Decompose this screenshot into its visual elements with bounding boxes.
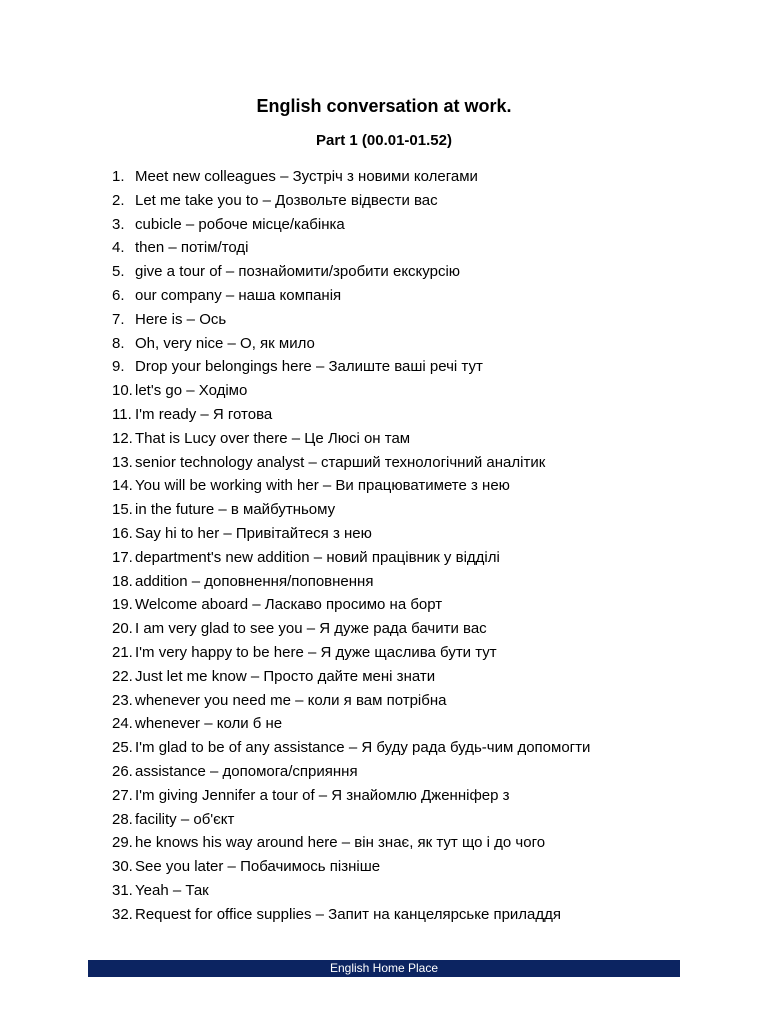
list-item	[112, 522, 712, 546]
list-item-number: 3.	[112, 215, 125, 233]
vocab-list	[112, 165, 712, 927]
list-item	[112, 736, 712, 760]
list-item-text: whenever you need me – коли я вам потрібна	[135, 691, 447, 709]
list-item-number: 28.	[112, 810, 133, 828]
list-item	[112, 474, 712, 498]
list-item-number: 30.	[112, 858, 133, 876]
list-item-text: Welcome aboard – Ласкаво просимо на борт	[135, 596, 443, 614]
list-item-number: 9.	[112, 358, 125, 376]
list-item	[112, 903, 712, 927]
list-item-number: 31.	[112, 881, 133, 899]
list-item	[112, 760, 712, 784]
list-item-text: Let me take you to – Дозвольте відвести вас	[135, 191, 438, 209]
list-item-text: senior technology analyst – старший технологічний аналітик	[135, 453, 546, 471]
list-item-number: 27.	[112, 786, 133, 804]
list-item-text: addition – доповнення/поповнення	[135, 572, 374, 590]
list-item	[112, 236, 712, 260]
list-item	[112, 427, 712, 451]
list-item-text: That is Lucy over there – Це Люсі он там	[135, 429, 411, 447]
list-item-number: 6.	[112, 286, 125, 304]
list-item-number: 8.	[112, 334, 125, 352]
list-item-number: 21.	[112, 643, 133, 661]
list-item	[112, 260, 712, 284]
list-item-text: I'm very happy to be here – Я дуже щаслива бути тут	[135, 643, 497, 661]
list-item-text: I'm ready – Я готова	[135, 405, 273, 423]
list-item-number: 19.	[112, 596, 133, 614]
list-item	[112, 546, 712, 570]
list-item	[112, 712, 712, 736]
list-item-number: 4.	[112, 239, 125, 257]
list-item	[112, 213, 712, 237]
list-item-number: 32.	[112, 905, 133, 923]
list-item-number: 12.	[112, 429, 133, 447]
list-item-text: let's go – Ходімо	[135, 382, 248, 400]
list-item-number: 18.	[112, 572, 133, 590]
list-item	[112, 498, 712, 522]
list-item-text: assistance – допомога/сприяння	[135, 762, 358, 780]
list-item-number: 10.	[112, 382, 133, 400]
list-item-number: 24.	[112, 715, 133, 733]
list-item-text: give a tour of – познайомити/зробити екскурсію	[135, 263, 461, 281]
list-item	[112, 641, 712, 665]
list-item-text: Yeah – Так	[135, 881, 209, 899]
list-item-text: Here is – Ось	[135, 310, 227, 328]
list-item-text: I'm giving Jennifer a tour of – Я знайомлю Дженніфер з	[135, 786, 510, 804]
list-item-text: in the future – в майбутньому	[135, 501, 336, 519]
list-item	[112, 808, 712, 832]
list-item-number: 14.	[112, 477, 133, 495]
list-item-text: Just let me know – Просто дайте мені знати	[135, 667, 436, 685]
list-item-text: then – потім/тоді	[135, 239, 249, 257]
list-item-text: You will be working with her – Ви працюватимете з нею	[135, 477, 510, 495]
list-item-text: he knows his way around here – він знає, як тут що і до чого	[135, 834, 546, 852]
list-item-text: facility – об'єкт	[135, 810, 235, 828]
list-item	[112, 189, 712, 213]
list-item-number: 22.	[112, 667, 133, 685]
list-item-number: 23.	[112, 691, 133, 709]
list-item-number: 7.	[112, 310, 125, 328]
list-item-number: 11.	[112, 405, 132, 423]
list-item	[112, 665, 712, 689]
list-item	[112, 355, 712, 379]
list-item	[112, 879, 712, 903]
list-item-number: 15.	[112, 501, 133, 519]
list-item-number: 17.	[112, 548, 133, 566]
list-item	[112, 379, 712, 403]
list-item-number: 26.	[112, 762, 133, 780]
list-item	[112, 784, 712, 808]
list-item	[112, 570, 712, 594]
list-item-number: 29.	[112, 834, 133, 852]
list-item-text: department's new addition – новий працівник у відділі	[135, 548, 500, 566]
list-item-text: Say hi to her – Привітайтеся з нею	[135, 524, 372, 542]
list-item-number: 5.	[112, 263, 125, 281]
list-item	[112, 403, 712, 427]
list-item-number: 25.	[112, 739, 133, 757]
list-item-text: Oh, very nice – О, як мило	[135, 334, 315, 352]
list-item-text: I am very glad to see you – Я дуже рада бачити вас	[135, 620, 487, 638]
list-item-number: 1.	[112, 168, 125, 185]
list-item-number: 20.	[112, 620, 133, 638]
list-item	[112, 284, 712, 308]
list-item	[112, 617, 712, 641]
list-item-number: 13.	[112, 453, 133, 471]
list-item	[112, 831, 712, 855]
list-item	[112, 855, 712, 879]
list-item-text: Request for office supplies – Запит на канцелярське приладдя	[135, 905, 562, 923]
list-item	[112, 308, 712, 332]
list-item	[112, 332, 712, 356]
footer-bar: English Home Place	[88, 960, 680, 977]
list-item	[112, 451, 712, 475]
list-item-text: whenever – коли б не	[135, 715, 283, 733]
list-item	[112, 593, 712, 617]
list-item-text: Drop your belongings here – Залиште ваші речі тут	[135, 358, 483, 376]
page-title: English conversation at work.	[256, 96, 512, 116]
list-item-text: I'm glad to be of any assistance – Я буду рада будь-чим допомогти	[135, 739, 591, 757]
list-item	[112, 165, 712, 189]
list-item-text: cubicle – робоче місце/кабінка	[135, 215, 345, 233]
list-item	[112, 689, 712, 713]
list-item-number: 2.	[112, 191, 125, 209]
list-item-text: our company – наша компанія	[135, 286, 342, 304]
list-item-text: See you later – Побачимось пізніше	[135, 858, 381, 876]
page-subtitle: Part 1 (00.01-01.52)	[316, 132, 452, 149]
list-item-text: Meet new colleagues – Зустріч з новими колегами	[135, 168, 478, 185]
list-item-number: 16.	[112, 524, 133, 542]
